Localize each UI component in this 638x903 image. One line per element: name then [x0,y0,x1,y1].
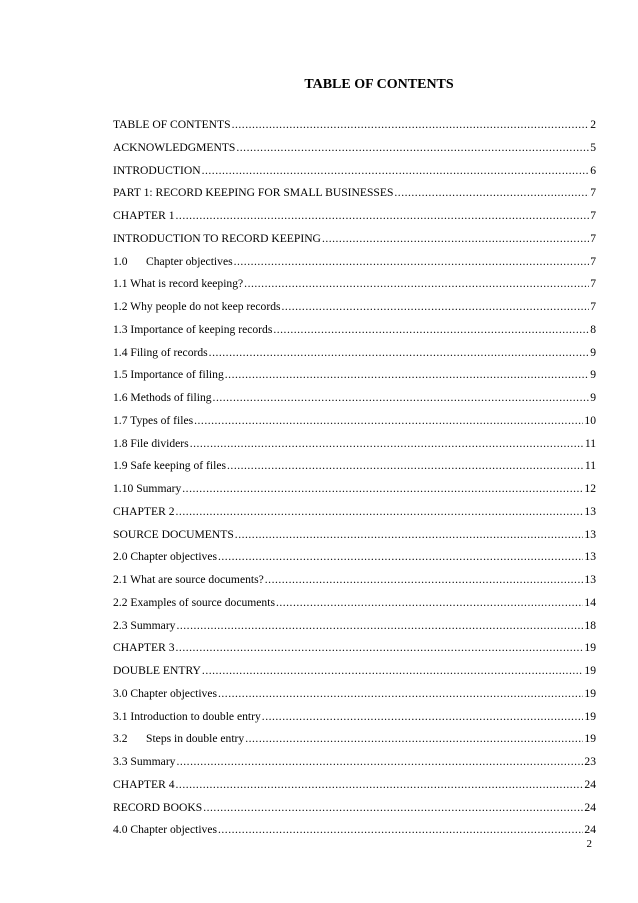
toc-entry-label-group [113,459,226,472]
toc-entry-label-group [113,186,393,199]
toc-dot-leader [236,141,589,154]
toc-entry-label: 3.3 Summary [113,755,176,768]
toc-entry [113,664,596,687]
toc-entry [113,528,596,551]
toc-entry-label-group [113,710,261,723]
toc-entry [113,801,596,824]
toc-entry-page: 24 [584,823,596,837]
toc-dot-leader [234,255,590,268]
toc-dot-leader [203,801,583,814]
toc-entry-label-group [113,141,235,154]
toc-entry [113,573,596,596]
toc-dot-leader [276,596,583,609]
toc-entry-page: 13 [584,504,596,518]
toc-entry-label: 1.6 Methods of filing [113,391,212,404]
toc-entry-label-group [113,277,243,290]
toc-entry-page: 19 [584,641,596,655]
toc-dot-leader [194,414,583,427]
toc-entry [113,710,596,733]
toc-dot-leader [176,619,583,632]
toc-dot-leader [202,164,590,177]
toc-entry-label-group [113,300,281,313]
toc-dot-leader [218,550,583,563]
toc-entry-label-group [113,732,244,745]
toc-entry [113,619,596,642]
toc-entry [113,505,596,528]
toc-dot-leader [244,277,589,290]
toc-entry-label-group [113,823,217,836]
toc-entry [113,164,596,187]
toc-entry-label: Steps in double entry [146,732,245,746]
toc-entry-label: 2.0 Chapter objectives [113,550,217,564]
toc-entry-number: 1.0 [113,254,128,268]
toc-entry [113,823,596,846]
toc-entry-label-group [113,118,231,131]
toc-entry-label: INTRODUCTION [113,163,201,177]
toc-entry [113,186,596,209]
toc-entry-page: 6 [590,163,596,177]
toc-entry [113,755,596,778]
toc-entry-page: 9 [590,368,596,382]
toc-entry-label: 1.9 Safe keeping of files [113,459,227,473]
toc-dot-leader [218,687,583,700]
toc-entry-label-group [113,641,175,654]
toc-entry-label-group [113,368,224,381]
toc-dot-leader [176,641,584,654]
toc-entry-label: 2.2 Examples of source documents [113,595,275,609]
toc-entry-label-group [113,164,201,177]
toc-entry [113,414,596,437]
toc-dot-leader [176,209,590,222]
toc-entry [113,482,596,505]
toc-entry-page: 2 [590,118,596,131]
toc-entry [113,732,596,755]
toc-entry [113,300,596,323]
toc-entry-label: 3.1 Introduction to double entry [113,709,261,723]
toc-entry-label: 1.3 Importance of keeping records [113,322,273,336]
toc-dot-leader [176,778,584,791]
toc-entry-label: CHAPTER 1 [113,209,175,222]
toc-entry-page: 9 [590,345,596,359]
toc-dot-leader [394,186,589,199]
toc-entry [113,232,596,255]
toc-entry [113,323,596,346]
toc-entry [113,641,596,664]
toc-entry-label: CHAPTER 4 [113,777,175,791]
toc-entry-label: CHAPTER 3 [113,641,175,655]
toc-entry-label-group [113,346,208,359]
toc-dot-leader [225,368,589,381]
toc-entry-page: 10 [584,413,596,427]
toc-dot-leader [182,482,583,495]
toc-entry-label: INTRODUCTION TO RECORD KEEPING [113,231,321,245]
toc-entry [113,687,596,710]
toc-entry-label-group [113,232,321,245]
toc-entry-label-group [113,528,234,541]
toc-entry-label: 1.8 File dividers [113,436,189,450]
toc-entry-label: 3.0 Chapter objectives [113,686,217,700]
toc-entry-label: 2.3 Summary [113,618,176,632]
toc-entry-label: DOUBLE ENTRY [113,664,201,677]
toc-entry-page: 9 [590,391,596,404]
toc-entry [113,118,596,141]
toc-dot-leader [202,664,583,677]
toc-entry-page: 11 [584,459,596,473]
toc-entry [113,437,596,460]
toc-entry-label: 2.1 What are source documents? [113,573,264,586]
toc-entry-label-group [113,778,175,791]
toc-entry-page: 24 [584,800,596,814]
toc-entry-page: 7 [590,277,596,291]
toc-entry-label: PART 1: RECORD KEEPING FOR SMALL BUSINESSES [113,186,394,200]
toc-entry-page: 19 [584,732,596,746]
toc-entry-page: 5 [590,140,596,154]
toc-dot-leader [273,323,589,336]
toc-entry-page: 7 [590,254,596,268]
toc-entry-label-group [113,255,233,268]
toc-entry-label-group [113,801,202,814]
toc-entry-label-group [113,505,175,518]
toc-dot-leader [190,437,584,450]
toc-entry [113,459,596,482]
toc-dot-leader [262,710,584,723]
toc-entry-page: 11 [584,436,596,450]
toc-entry-page: 19 [584,686,596,700]
toc-entry [113,141,596,164]
toc-entry [113,277,596,300]
toc-entry-label-group [113,596,275,609]
page-title: TABLE OF CONTENTS [304,77,454,92]
toc-entry-label: 4.0 Chapter objectives [113,823,217,837]
toc-entry-label-group [113,573,264,586]
toc-entry-label: Chapter objectives [146,254,233,268]
toc-entry-page: 24 [584,777,596,791]
toc-entry-label-group [113,664,201,677]
toc-entry [113,778,596,801]
toc-dot-leader [218,823,583,836]
toc-entry [113,596,596,619]
toc-entry [113,550,596,573]
toc-dot-leader [245,732,583,745]
toc-entry-label-group [113,414,193,427]
toc-list [113,118,596,846]
toc-entry-page: 14 [584,595,596,609]
toc-entry-label: 1.1 What is record keeping? [113,277,244,291]
toc-entry [113,368,596,391]
toc-entry-page: 18 [584,618,596,632]
toc-entry-page: 19 [584,709,596,723]
toc-dot-leader [227,459,584,472]
toc-entry-label: 1.10 Summary [113,482,182,495]
toc-entry-page: 7 [590,186,596,200]
toc-entry-page: 19 [584,664,596,677]
toc-dot-leader [322,232,589,245]
toc-entry-label: TABLE OF CONTENTS [113,118,231,131]
toc-entry-label-group [113,687,217,700]
toc-entry-page: 13 [584,550,596,564]
toc-entry-label: ACKNOWLEDGMENTS [113,140,236,154]
toc-dot-leader [265,573,584,586]
toc-entry-page: 7 [590,300,596,313]
page-number: 2 [586,838,592,850]
toc-dot-leader [213,391,590,404]
toc-entry-label: SOURCE DOCUMENTS [113,527,234,541]
toc-entry-label-group [113,550,217,563]
toc-entry-label-group [113,755,175,768]
toc-dot-leader [232,118,590,131]
toc-dot-leader [209,346,590,359]
toc-entry [113,209,596,232]
toc-entry-label: 1.2 Why people do not keep records [113,300,281,313]
toc-entry-label: 1.7 Types of files [113,413,194,427]
toc-entry-page: 23 [584,755,596,768]
toc-entry-page: 13 [584,527,596,541]
toc-dot-leader [176,755,583,768]
toc-entry-page: 7 [590,231,596,245]
toc-entry-label-group [113,209,175,222]
toc-entry-page: 7 [590,209,596,222]
toc-entry [113,346,596,369]
toc-dot-leader [176,505,584,518]
toc-entry-label-group [113,437,189,450]
toc-entry-label: 1.4 Filing of records [113,345,208,359]
toc-entry [113,391,596,414]
toc-entry [113,255,596,278]
toc-entry-label-group [113,323,272,336]
toc-entry-label: RECORD BOOKS [113,800,203,814]
toc-entry-page: 13 [584,573,596,586]
toc-dot-leader [235,528,584,541]
toc-entry-label: CHAPTER 2 [113,504,175,518]
toc-entry-number: 3.2 [113,732,128,746]
toc-entry-label-group [113,391,212,404]
toc-entry-page: 8 [590,322,596,336]
toc-dot-leader [282,300,590,313]
toc-entry-label-group [113,619,175,632]
toc-entry-label: 1.5 Importance of filing [113,368,224,382]
toc-entry-label-group [113,482,181,495]
toc-entry-page: 12 [584,482,596,495]
